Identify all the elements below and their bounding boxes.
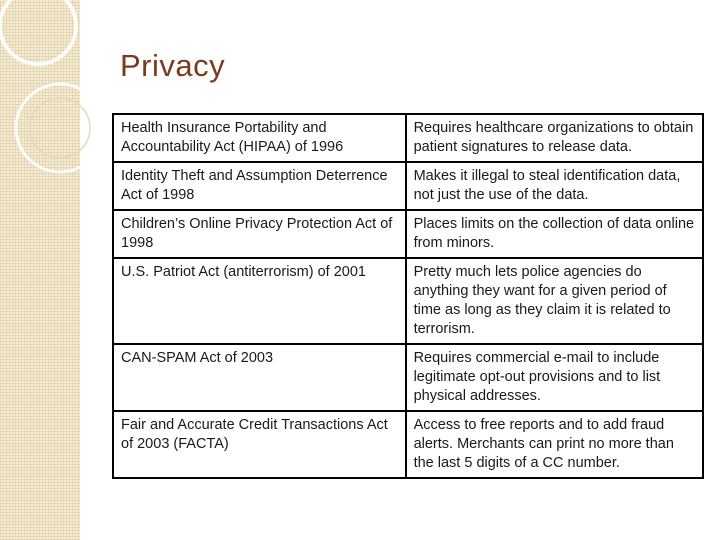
table-row	[113, 162, 703, 210]
act-description-cell: Places limits on the collection of data online from minors.	[406, 210, 703, 258]
act-name-cell: Identity Theft and Assumption Deterrence Act of 1998	[113, 162, 406, 210]
act-name-cell: Health Insurance Portability and Accountability Act (HIPAA) of 1996	[113, 114, 406, 162]
act-description-cell: Pretty much lets police agencies do anything they want for a given period of time as long as they claim it is related to terrorism.	[406, 258, 703, 344]
table-row	[113, 210, 703, 258]
table-row	[113, 258, 703, 344]
table-row	[113, 344, 703, 411]
act-name-cell: Fair and Accurate Credit Transactions Act of 2003 (FACTA)	[113, 411, 406, 478]
act-description-cell: Requires healthcare organizations to obtain patient signatures to release data.	[406, 114, 703, 162]
table-row	[113, 411, 703, 478]
act-description-cell: Requires commercial e-mail to include legitimate opt-out provisions and to list physical addresses.	[406, 344, 703, 411]
act-name-cell: U.S. Patriot Act (antiterrorism) of 2001	[113, 258, 406, 344]
act-name-cell: Children’s Online Privacy Protection Act of 1998	[113, 210, 406, 258]
act-description-cell: Makes it illegal to steal identification data, not just the use of the data.	[406, 162, 703, 210]
table-row	[113, 114, 703, 162]
act-name-cell: CAN-SPAM Act of 2003	[113, 344, 406, 411]
privacy-laws-table	[112, 113, 704, 479]
act-description-cell: Access to free reports and to add fraud alerts. Merchants can print no more than the last 5 digits of a CC number.	[406, 411, 703, 478]
slide-title: Privacy	[120, 48, 226, 83]
